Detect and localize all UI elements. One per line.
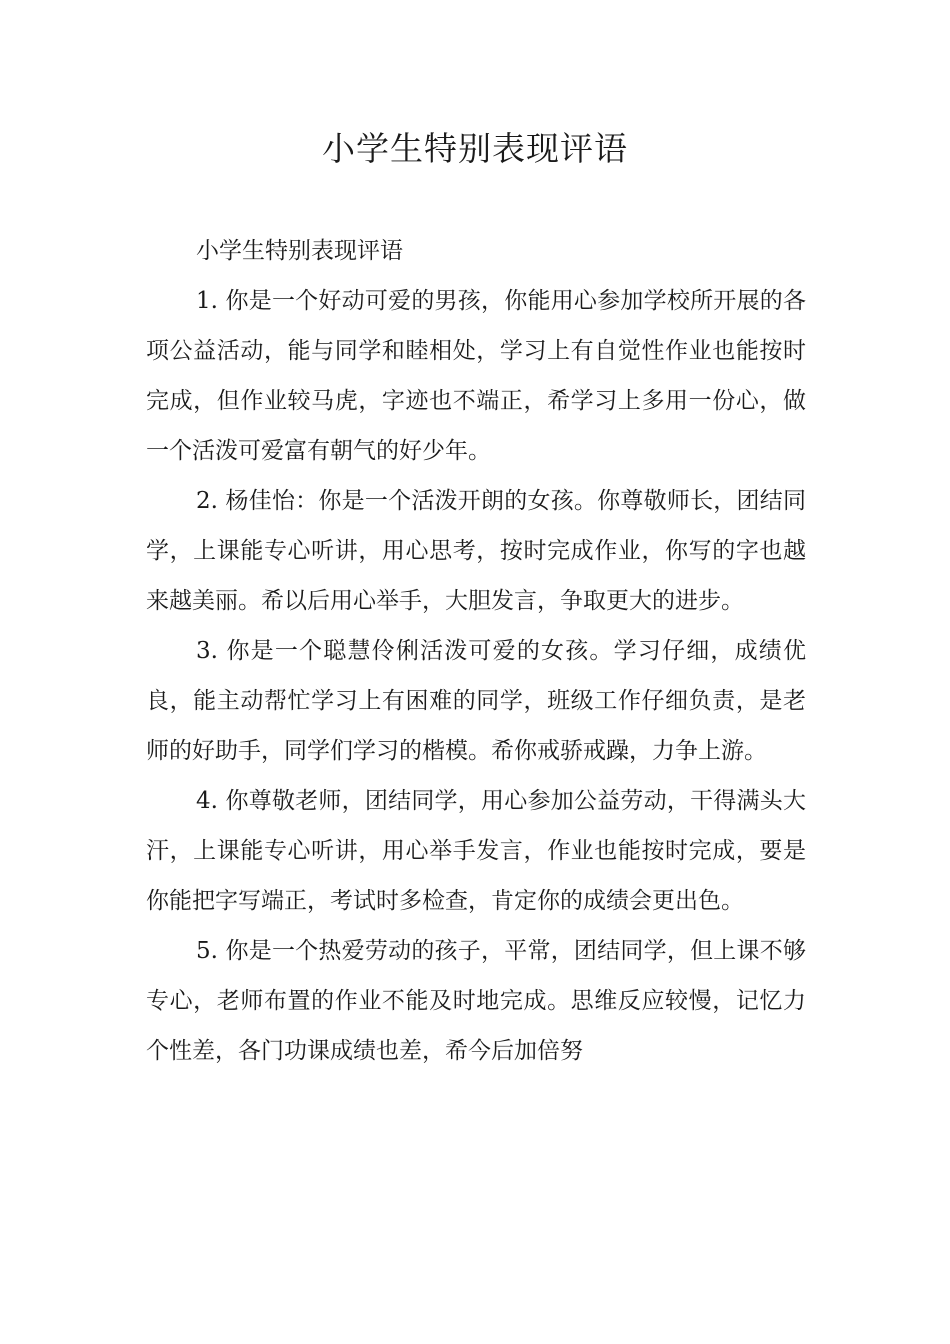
document-body [146,226,806,1076]
comment-paragraph-3: 3. 你是一个聪慧伶俐活泼可爱的女孩。学习仔细，成绩优良，能主动帮忙学习上有困难的同学，班级工作仔细负责，是老师的好助手，同学们学习的楷模。希你戒骄戒躁，力争上游。 [146,638,806,764]
subtitle-paragraph: 小学生特别表现评语 [196,238,403,264]
comment-paragraph-5: 5. 你是一个热爱劳动的孩子，平常，团结同学，但上课不够专心，老师布置的作业不能及时地完成。思维反应较慢，记忆力个性差，各门功课成绩也差，希今后加倍努 [146,938,806,1064]
document-title: 小学生特别表现评语 [322,129,628,168]
comment-paragraph-1: 1. 你是一个好动可爱的男孩，你能用心参加学校所开展的各项公益活动，能与同学和睦相处，学习上有自觉性作业也能按时完成，但作业较马虎，字迹也不端正，希学习上多用一份心，做一个活泼可爱富有朝气的好少年。 [146,288,806,464]
comment-paragraph-4: 4. 你尊敬老师，团结同学，用心参加公益劳动，干得满头大汗，上课能专心听讲，用心举手发言，作业也能按时完成，要是你能把字写端正，考试时多检查，肯定你的成绩会更出色。 [146,788,806,914]
comment-paragraph-2: 2. 杨佳怡：你是一个活泼开朗的女孩。你尊敬师长，团结同学，上课能专心听讲，用心思考，按时完成作业，你写的字也越来越美丽。希以后用心举手，大胆发言，争取更大的进步。 [146,488,806,614]
